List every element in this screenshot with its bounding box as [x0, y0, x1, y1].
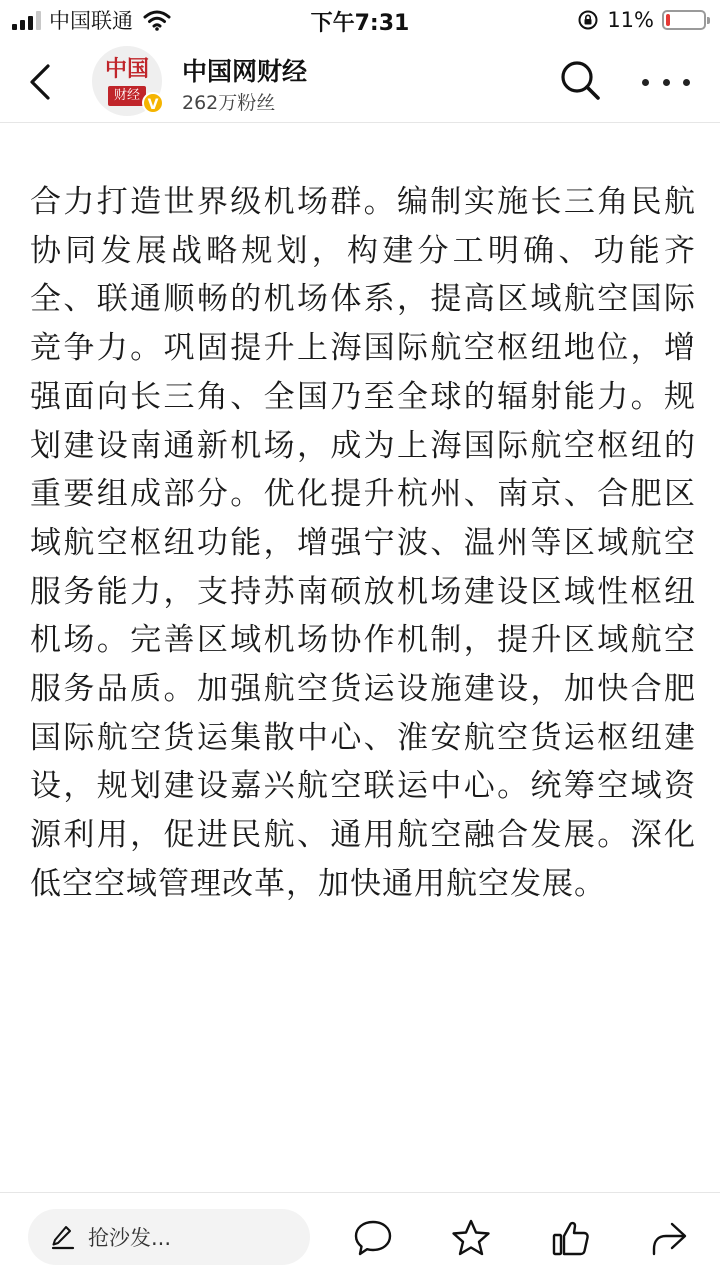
back-icon[interactable] — [22, 62, 62, 102]
logo-text-top: 中国 — [104, 56, 149, 82]
share-icon[interactable] — [648, 1217, 690, 1259]
article-header — [0, 40, 720, 123]
star-icon[interactable] — [450, 1217, 492, 1259]
thumbs-up-icon[interactable] — [550, 1217, 592, 1259]
logo-text-bottom: 财经 — [108, 86, 146, 106]
verified-badge: V — [142, 92, 164, 114]
rotation-lock-icon — [577, 9, 599, 31]
status-bar — [0, 0, 720, 40]
pen-icon — [50, 1224, 76, 1250]
follower-count: 262万粉丝 — [182, 92, 276, 114]
battery-icon — [662, 10, 706, 30]
comment-input[interactable] — [28, 1209, 310, 1265]
account-name[interactable]: 中国网财经 — [182, 57, 308, 86]
battery-percent: 11% — [607, 8, 654, 32]
battery-level — [666, 14, 670, 26]
bottom-action-bar — [0, 1192, 720, 1281]
avatar[interactable] — [92, 46, 162, 116]
search-icon[interactable] — [558, 58, 602, 102]
status-time: 下午7:31 — [310, 11, 410, 36]
comment-placeholder: 抢沙发... — [88, 1226, 172, 1250]
article-body: 合力打造世界级机场群。编制实施长三角民航协同发展战略规划，构建分工明确、功能齐全、联通顺畅的机场体系，提高区域航空国际竞争力。巩固提升上海国际航空枢纽地位，增强面向长三角、全国乃至全球的辐射能力。规划建设南通新机场，成为上海国际航空枢纽的重要组成部分。优化提升杭州、南京、合肥区域航空枢纽功能，增强宁波、温州等区域航空服务能力，支持苏南硕放机场建设区域性枢纽机场。完善区域机场协作机制，提升区域航空服务品质。加强航空货运设施建设，加快合肥国际航空货运集散中心、淮安航空货运枢纽建设，规划建设嘉兴航空联运中心。统筹空域资源利用，促进民航、通用航空融合发展。深化低空空域管理改革，加快通用航空发展。 — [30, 184, 696, 902]
comment-icon[interactable] — [352, 1217, 394, 1259]
status-right — [577, 6, 706, 34]
more-icon[interactable] — [642, 62, 690, 102]
carrier-name: 中国联通 — [49, 9, 133, 33]
